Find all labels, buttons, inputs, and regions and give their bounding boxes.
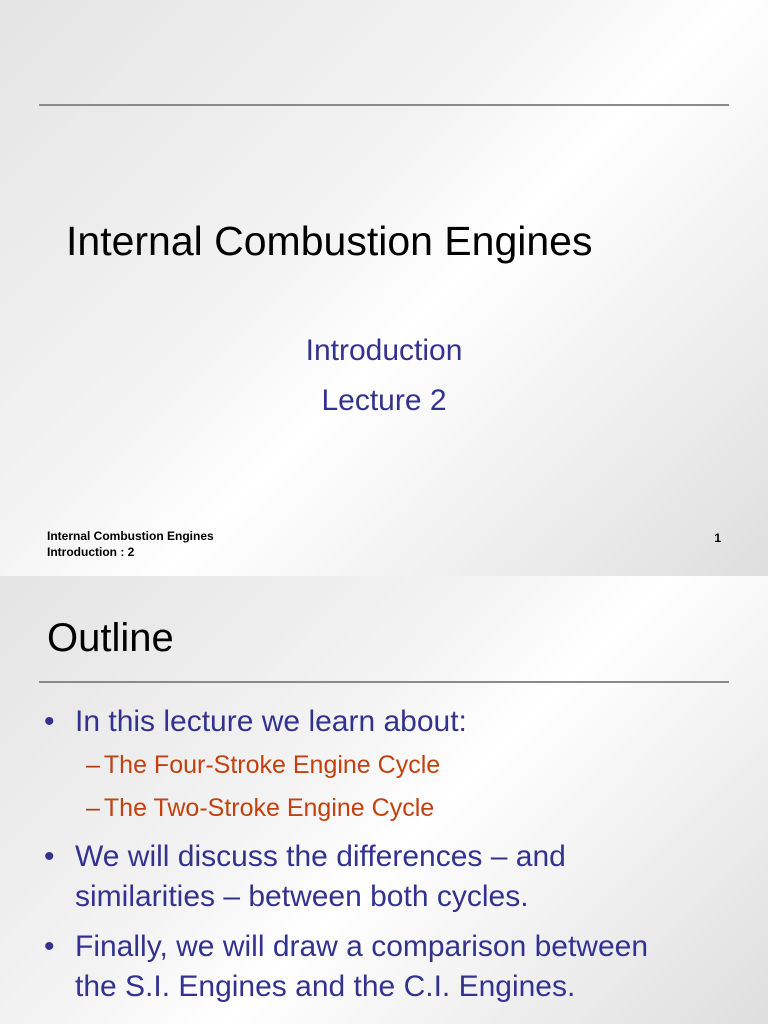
bullet-text: Finally, we will draw a comparison between the S.I. Engines and the C.I. Engines.	[75, 930, 649, 1003]
title-divider	[39, 681, 729, 683]
bullet-marker: •	[44, 705, 55, 738]
bullet-item	[44, 702, 744, 742]
outline-title: Outline	[47, 616, 174, 660]
sub-bullet-text: The Four-Stroke Engine Cycle	[103, 751, 441, 779]
top-divider	[39, 104, 729, 106]
slide-title: Internal Combustion Engines	[66, 218, 593, 264]
bullet-marker: •	[44, 840, 55, 873]
sub-bullet-item	[86, 794, 434, 823]
sub-bullet-text: The Two-Stroke Engine Cycle	[103, 794, 435, 822]
bullet-marker: •	[44, 930, 55, 963]
lecture-number: Lecture 2	[321, 384, 447, 417]
page-number: 1	[714, 531, 721, 545]
footer-course: Internal Combustion Engines	[47, 529, 214, 543]
bullet-item	[44, 927, 684, 1007]
sub-bullet-item	[86, 751, 440, 780]
bullet-text: We will discuss the differences – and similarities – between both cycles.	[75, 840, 566, 913]
dash-marker: –	[86, 751, 100, 779]
slide-2	[0, 576, 768, 1024]
dash-marker: –	[86, 794, 100, 822]
bullet-item	[44, 837, 644, 917]
footer-section: Introduction : 2	[47, 545, 135, 559]
slide-subtitle: Introduction	[305, 334, 463, 367]
bullet-text: In this lecture we learn about:	[75, 705, 467, 738]
